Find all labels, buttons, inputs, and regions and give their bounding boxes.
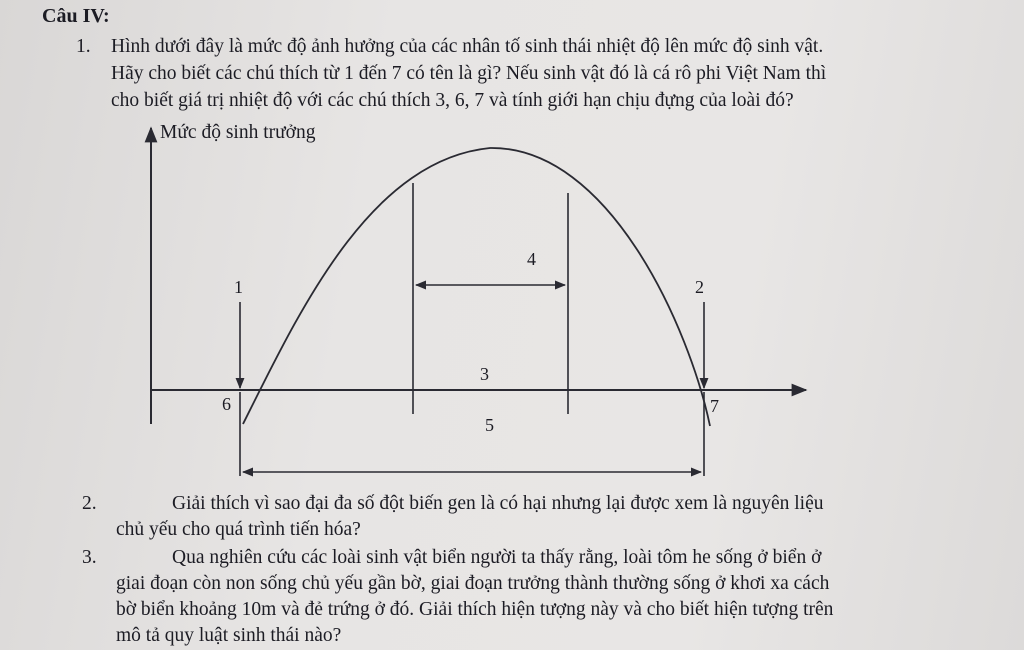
question-3-number: 3.	[82, 547, 97, 568]
question-1-line-2: Hãy cho biết các chú thích từ 1 đến 7 có tên là gì? Nếu sinh vật đó là cá rô phi Việt Nam thì	[111, 63, 827, 84]
growth-curve	[243, 148, 710, 426]
label-1: 1	[234, 277, 243, 297]
label-5: 5	[485, 415, 494, 435]
question-1-number: 1.	[76, 36, 91, 57]
question-1-line-1: Hình dưới đây là mức độ ảnh hưởng của các nhân tố sinh thái nhiệt độ lên mức độ sinh vật.	[111, 36, 824, 57]
label-3: 3	[480, 364, 489, 384]
label-6: 6	[222, 394, 231, 414]
label-2: 2	[695, 277, 704, 297]
question-1-line-3: cho biết giá trị nhiệt độ với các chú thích 3, 6, 7 và tính giới hạn chịu đựng của loài đó?	[111, 90, 794, 111]
question-2-line-2: chủ yếu cho quá trình tiến hóa?	[116, 519, 361, 540]
section-heading: Câu IV:	[42, 5, 110, 27]
question-3-line-2: giai đoạn còn non sống chủ yếu gần bờ, giai đoạn trưởng thành thường sống ở khơi xa cách	[116, 573, 830, 594]
y-axis-label: Mức độ sinh trưởng	[160, 122, 316, 143]
question-3-line-4: mô tả quy luật sinh thái nào?	[116, 625, 342, 646]
question-2-line-1: Giải thích vì sao đại đa số đột biến gen là có hại nhưng lại được xem là nguyên liệu	[172, 493, 824, 514]
label-7: 7	[710, 396, 719, 416]
label-4: 4	[527, 249, 536, 269]
question-3-line-1: Qua nghiên cứu các loài sinh vật biển người ta thấy rằng, loài tôm he sống ở biển ở	[172, 547, 822, 568]
question-3-line-3: bờ biển khoảng 10m và đẻ trứng ở đó. Giải thích hiện tượng này và cho biết hiện tượng trên	[116, 599, 834, 620]
question-2-number: 2.	[82, 493, 97, 514]
